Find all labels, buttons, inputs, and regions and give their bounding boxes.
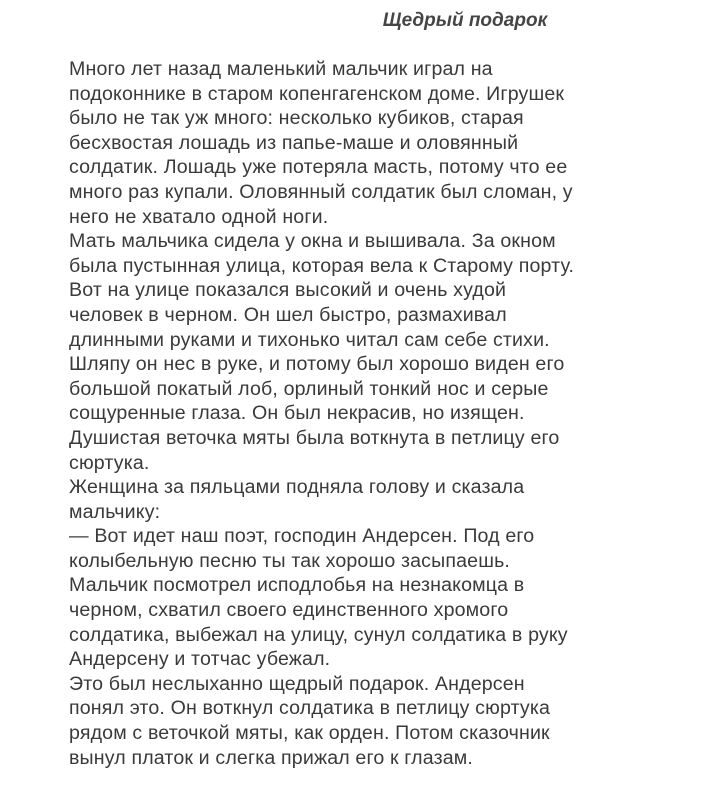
text-line: была пустынная улица, которая вела к Старому порту.	[69, 254, 575, 277]
text-line: черном, схватил своего единственного хромого	[69, 599, 509, 622]
text-line: него не хватало одной ноги.	[69, 205, 329, 228]
text-line: вынул платок и слегка прижал его к глазам.	[69, 746, 473, 769]
text-line: мальчику:	[69, 500, 161, 523]
text-line: Это был неслыханно щедрый подарок. Андерсен	[69, 672, 525, 695]
text-line: много раз купали. Оловянный солдатик был сломан, у	[69, 180, 573, 203]
text-line: человек в черном. Он шел быстро, размахивал	[69, 303, 507, 326]
text-line: Вот на улице показался высокий и очень худой	[69, 279, 507, 302]
text-line: подоконнике в старом копенгагенском доме. Игрушек	[69, 82, 565, 105]
text-line: большой покатый лоб, орлиный тонкий нос и серые	[69, 377, 549, 400]
text-line: сощуренные глаза. Он был некрасив, но изящен.	[69, 402, 525, 425]
text-line: Андерсену и тотчас убежал.	[69, 648, 331, 671]
text-line: Много лет назад маленький мальчик играл на	[69, 58, 493, 80]
text-line: колыбельную песню ты так хорошо засыпаешь.	[69, 549, 511, 572]
text-line: Мать мальчика сидела у окна и вышивала. За окном	[69, 230, 556, 253]
text-line: солдатика, выбежал на улицу, сунул солдатика в руку	[69, 623, 568, 646]
document-body	[69, 57, 709, 770]
text-line: Мальчик посмотрел исподлобья на незнакомца в	[69, 574, 525, 597]
text-line: было не так уж много: несколько кубиков, старая	[69, 107, 524, 130]
text-line: — Вот идет наш поэт, господин Андерсен. Под его	[69, 525, 535, 548]
text-line: понял это. Он воткнул солдатика в петлицу сюртука	[69, 697, 551, 720]
text-line: длинными руками и тихонько читал сам себе стихи.	[69, 328, 550, 351]
text-line: Женщина за пяльцами подняла голову и сказала	[69, 476, 525, 499]
text-line: рядом с веточкой мяты, как орден. Потом сказочник	[69, 722, 550, 745]
text-line: бесхвостая лошадь из папье-маше и оловянный	[69, 131, 519, 154]
text-line: сюртука.	[69, 451, 150, 474]
document-title: Щедрый подарок	[382, 10, 548, 31]
text-line: солдатик. Лошадь уже потеряла масть, потому что ее	[69, 156, 568, 179]
text-line: Душистая веточка мяты была воткнута в петлицу его	[69, 426, 560, 449]
text-line: Шляпу он нес в руке, и потому был хорошо виден его	[69, 353, 565, 376]
